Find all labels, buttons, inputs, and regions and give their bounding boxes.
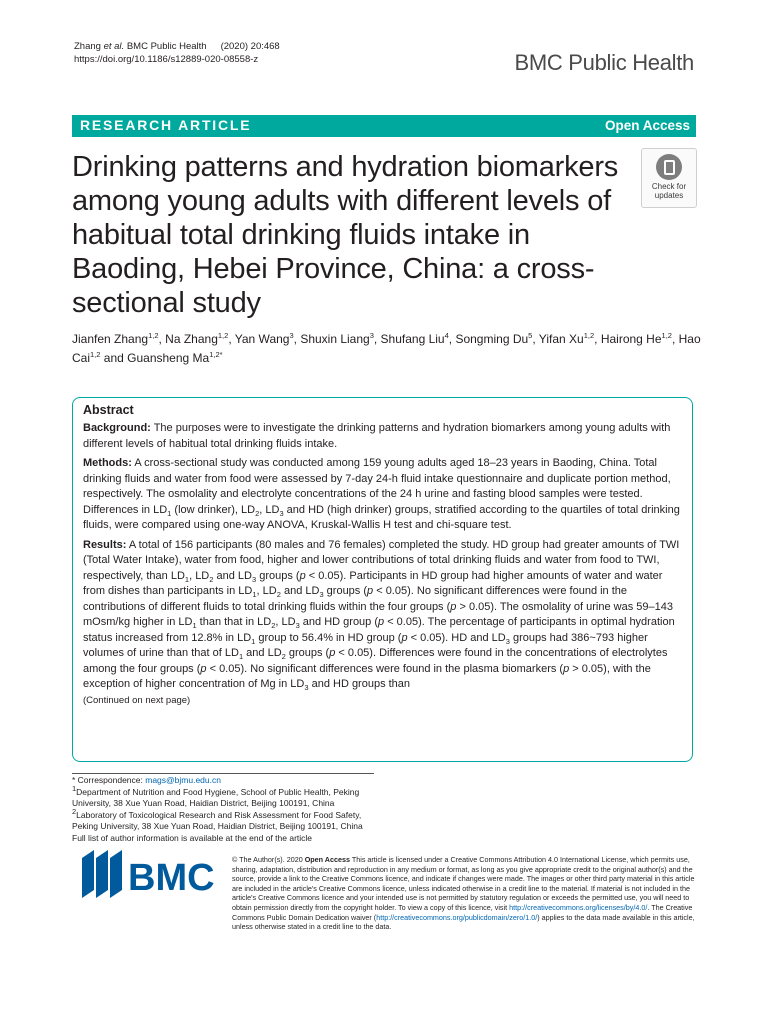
bmc-logo bbox=[82, 850, 222, 902]
affiliation-1: $^1$Department of Nutrition and Food Hygiene, School of Public Health, Peking University, 38 Xue Yuan Road, Haidian District, Beijing 100191, China bbox=[72, 783, 360, 808]
author-list: Jianfen Zhang$^{1,2}$, Na Zhang$^{1,2}$, Yan Wang$^3$, Shuxin Liang$^3$, Shufang Liu$^4$, Songming Du$^5$, Yifan Xu$^{1,2}$, Hairong He$^{1,2}$, Hao Cai$^{1,2}$ and Guansheng $Ma^{1,2*}$ bbox=[72, 331, 701, 365]
author[interactable]: Yifan Xu$^{1,2}$ bbox=[538, 331, 595, 346]
full-list-note: Full list of author information is available at the end of the article bbox=[72, 832, 313, 843]
article-title: Drinking patterns and hydration biomarkers among young adults with different levels of habitual total drinking fluids intake in Baoding, Hebei Province, China: a cross-sectional study bbox=[72, 151, 619, 319]
author[interactable]: Guansheng $Ma^{1,2*}$ bbox=[127, 350, 223, 365]
author[interactable]: Songming Du$^5$ bbox=[455, 331, 533, 346]
journal-name: BMC Public Health bbox=[514, 50, 694, 75]
open-access-label: Open Access bbox=[604, 118, 690, 133]
author[interactable]: Shuxin Liang$^3$ bbox=[300, 331, 374, 346]
article-type-banner bbox=[72, 115, 696, 137]
abstract-methods: Methods: A cross-sectional study was conducted among 159 young adults aged 18–23 years in Baoding, China. Total drinking fluids and water from food were assessed by 7-day 24-h fluid intake questionnaire and duplicate portion method, respectively. The osmolality and electrolyte concentrations of the 24 h urine and fasting blood samples were tested. Differences in $LD_1$ (low drinker), $LD_2$, $LD_3$ and HD (high drinker) groups, stratified according to the quartiles of total drinking fluids, were compared using one-way ANOVA, Kruskal-Wallis H test and chi-square test. bbox=[83, 457, 680, 531]
cite-etal: et al. bbox=[103, 41, 125, 52]
author[interactable]: Hao Cai$^{1,2}$ bbox=[72, 332, 701, 365]
article-type: RESEARCH ARTICLE bbox=[80, 117, 252, 133]
abstract-background: Background: The purposes were to investigate the drinking patterns and hydration biomarkers among young adults with different levels of habitual total drinking fluids intake. bbox=[83, 422, 671, 450]
cite-author: Zhang bbox=[74, 41, 104, 52]
affiliation-2: $^2$Laboratory of Toxicological Research and Risk Assessment for Food Safety, Peking University, 38 Xue Yuan Road, Haidian District, Beijing 100191, China bbox=[72, 806, 363, 831]
citation-line bbox=[74, 40, 280, 53]
continued-note: (Continued on next page) bbox=[83, 694, 191, 706]
author[interactable]: Na Zhang$^{1,2}$ bbox=[165, 331, 229, 346]
author[interactable]: Jianfen Zhang$^{1,2}$ bbox=[72, 331, 159, 346]
cc-zero-link[interactable]: http://creativecommons.org/publicdomain/zero/1.0/ bbox=[376, 912, 538, 922]
bookmark-icon bbox=[656, 154, 682, 180]
correspondence: * Correspondence: mags@bjmu.edu.cn bbox=[72, 775, 221, 785]
footnotes bbox=[72, 775, 382, 844]
author[interactable]: Shufang Liu$^4$ bbox=[380, 331, 449, 346]
abstract-heading: Abstract bbox=[83, 403, 134, 417]
check-for-updates-badge[interactable] bbox=[641, 148, 697, 208]
bmc-logo-mark bbox=[82, 850, 122, 898]
citation-header bbox=[74, 40, 280, 66]
cc-by-link[interactable]: http://creativecommons.org/licenses/by/4.0/ bbox=[509, 902, 648, 912]
correspondence-email[interactable]: mags@bjmu.edu.cn bbox=[145, 775, 221, 785]
bmc-logo-text: BMC bbox=[128, 857, 215, 899]
cite-journal: BMC Public Health bbox=[124, 41, 207, 52]
abstract-results: Results: A total of 156 participants (80 males and 76 females) completed the study. HD group had greater amounts of TWI (Total Water Intake), water from food, higher and lower contributions of total drinking fluids and water from food to TWI, respectively, than $LD_1$, $LD_2$ and $LD_3$ groups (p < 0.05). Participants in HD group had higher amounts of water and water from dishes than participants in $LD_1$, $LD_2$ and $LD_3$ groups (p < 0.05). No significant differences were found in the contributions of different fluids to total drinking fluids within the four groups (p > 0.05). The osmolality of urine was 59–143 mOsm/kg higher in $LD_1$ than that in $LD_2$, $LD_3$ and HD group (p < 0.05). The percentage of participants in optimal hydration status increased from 12.8% in $LD_1$ group to 56.4% in HD group (p < 0.05). HD and $LD_3$ groups had 386~793 higher volumes of urine than that of $LD_1$ and $LD_2$ groups (p < 0.05). Differences were found in the concentrations of electrolytes among the four groups (p < 0.05). No significant differences were found in the plasma biomarkers (p > 0.05), with the exception of higher concentration of Mg in $LD_3$ and HD groups than bbox=[83, 538, 680, 693]
author[interactable]: Yan Wang$^3$ bbox=[234, 331, 294, 346]
author[interactable]: Hairong He$^{1,2}$ bbox=[600, 331, 672, 346]
badge-line-2: updates bbox=[654, 191, 684, 200]
cite-year: (2020) 20:468 bbox=[220, 41, 280, 52]
abstract-box bbox=[72, 397, 693, 762]
doi-link[interactable]: https://doi.org/10.1186/s12889-020-08558-z bbox=[74, 54, 259, 65]
badge-line-1: Check for bbox=[651, 182, 687, 191]
license-text: © The Author(s). 2020 Open Access This article is licensed under a Creative Commons Attribution 4.0 International License, which permits use, sharing, adaptation, distribution and reproduction in any medium or format, as long as you give appropriate credit to the original author(s) and the source, provide a link to the Creative Commons licence, and indicate if changes were made. The images or other third party material in this article are included in the article's Creative Commons licence, unless indicated otherwise in a credit line to the material. If material is not included in the article's Creative Commons licence and your intended use is not permitted by statutory regulation or exceeds the permitted use, you will need to obtain permission directly from the copyright holder. To view a copy of this licence, visit http://creativecommons.org/licenses/by/4.0/. The Creative Commons Public Domain Dedication waiver (http://creativecommons.org/publicdomain/zero/1.0/) applies to the data made available in this article, unless otherwise stated in a credit line to the data. bbox=[232, 855, 695, 932]
footnote-rule bbox=[72, 773, 374, 774]
